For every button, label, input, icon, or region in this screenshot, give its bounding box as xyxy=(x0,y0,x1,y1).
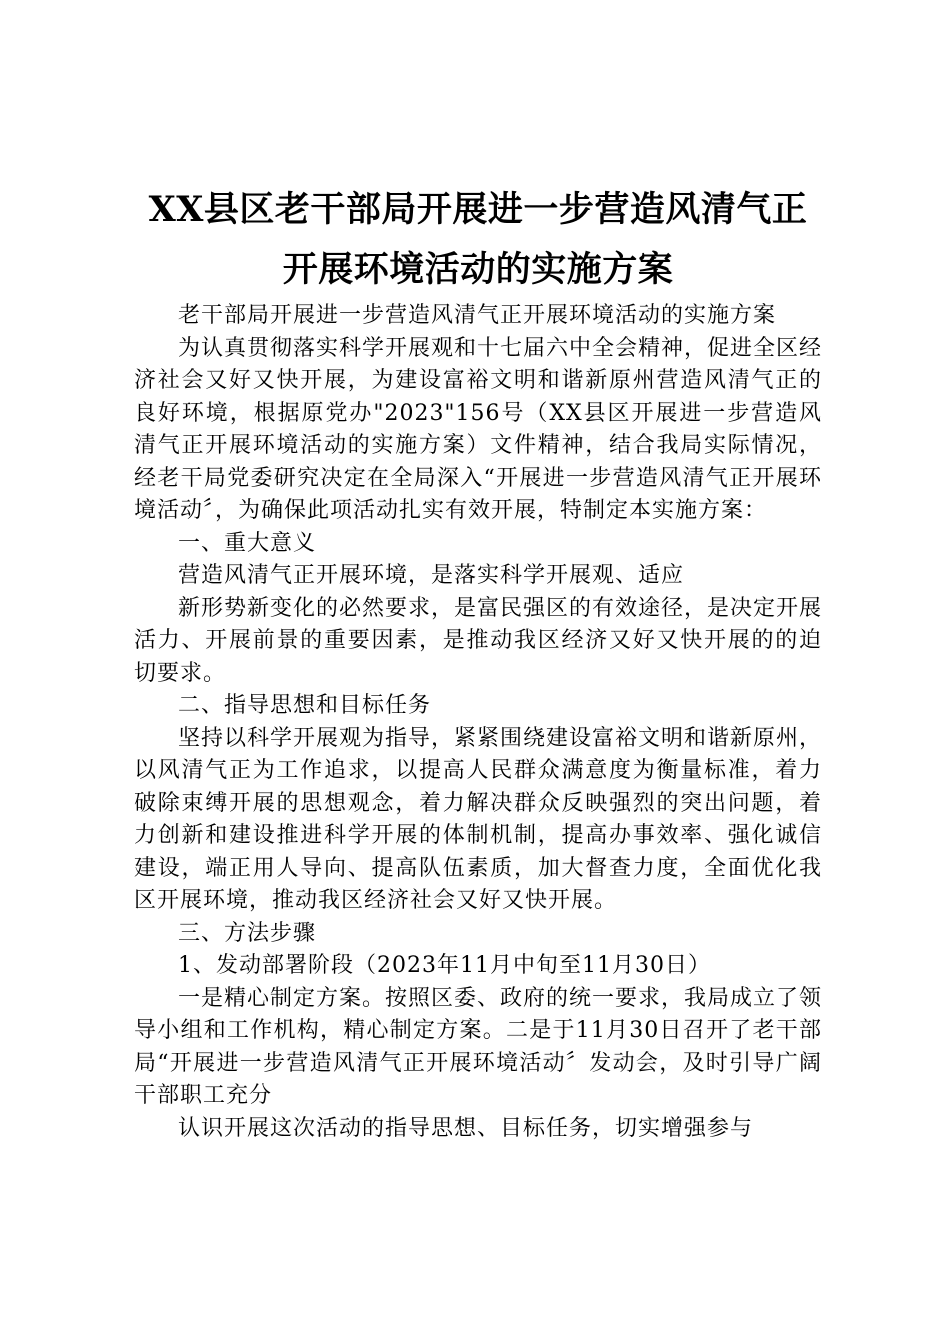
document-page xyxy=(134,180,822,1145)
body-paragraph-phase-1-cont: 认识开展这次活动的指导思想、目标任务，切实增强参与 xyxy=(178,1115,754,1141)
body-paragraph-intro: 为认真贯彻落实科学开展观和十七届六中全会精神，促进全区经济社会又好又快开展，为建设富裕文明和谐新原州营造风清气正的良好环境，根据原党办"2023"156号（XX县区开展进一步营造风清气正开展环境活动的实施方案）文件精神，结合我局实际情况，经老干局党委研究决定在全局深入“开展进一步营造风清气正开展环境活动〞，为确保此项活动扎实有效开展，特制定本实施方案： xyxy=(134,335,823,523)
body-paragraph-guiding-ideas: 坚持以科学开展观为指导，紧紧围绕建设富裕文明和谐新原州，以风清气正为工作追求，以提高人民群众满意度为衡量标准，着力破除束缚开展的思想观念，着力解决群众反映强烈的突出问题，着力创新和建设推进科学开展的体制机制，提高办事效率、强化诚信建设，端正用人导向、提高队伍素质，加大督查力度，全面优化我区开展环境，推动我区经济社会又好又快开展。 xyxy=(134,725,823,913)
body-paragraph-significance-a: 营造风清气正开展环境，是落实科学开展观、适应 xyxy=(178,563,685,588)
section-heading-guiding-ideas: 二、指导思想和目标任务 xyxy=(178,693,432,718)
document-title: XX县区老干部局开展进一步营造风清气正开展环境活动的实施方案 xyxy=(148,189,808,290)
section-heading-significance: 一、重大意义 xyxy=(178,530,317,556)
document-body xyxy=(134,300,822,1145)
subsection-heading-phase-1: 1、发动部署阶段（2023年11月中旬至11月30日） xyxy=(178,953,711,978)
body-paragraph-phase-1: 一是精心制定方案。按照区委、政府的统一要求，我局成立了领导小组和工作机构，精心制定方案。二是于11月30日召开了老干部局“开展进一步营造风清气正开展环境活动〞发动会，及时引导广阔干部职工充分 xyxy=(134,985,823,1108)
section-heading-methods: 三、方法步骤 xyxy=(178,920,317,946)
body-paragraph-subtitle: 老干部局开展进一步营造风清气正开展环境活动的实施方案 xyxy=(178,303,777,328)
body-paragraph-significance-b: 新形势新变化的必然要求，是富民强区的有效途径，是决定开展活力、开展前景的重要因素，是推动我区经济又好又快开展的的迫切要求。 xyxy=(134,595,823,686)
